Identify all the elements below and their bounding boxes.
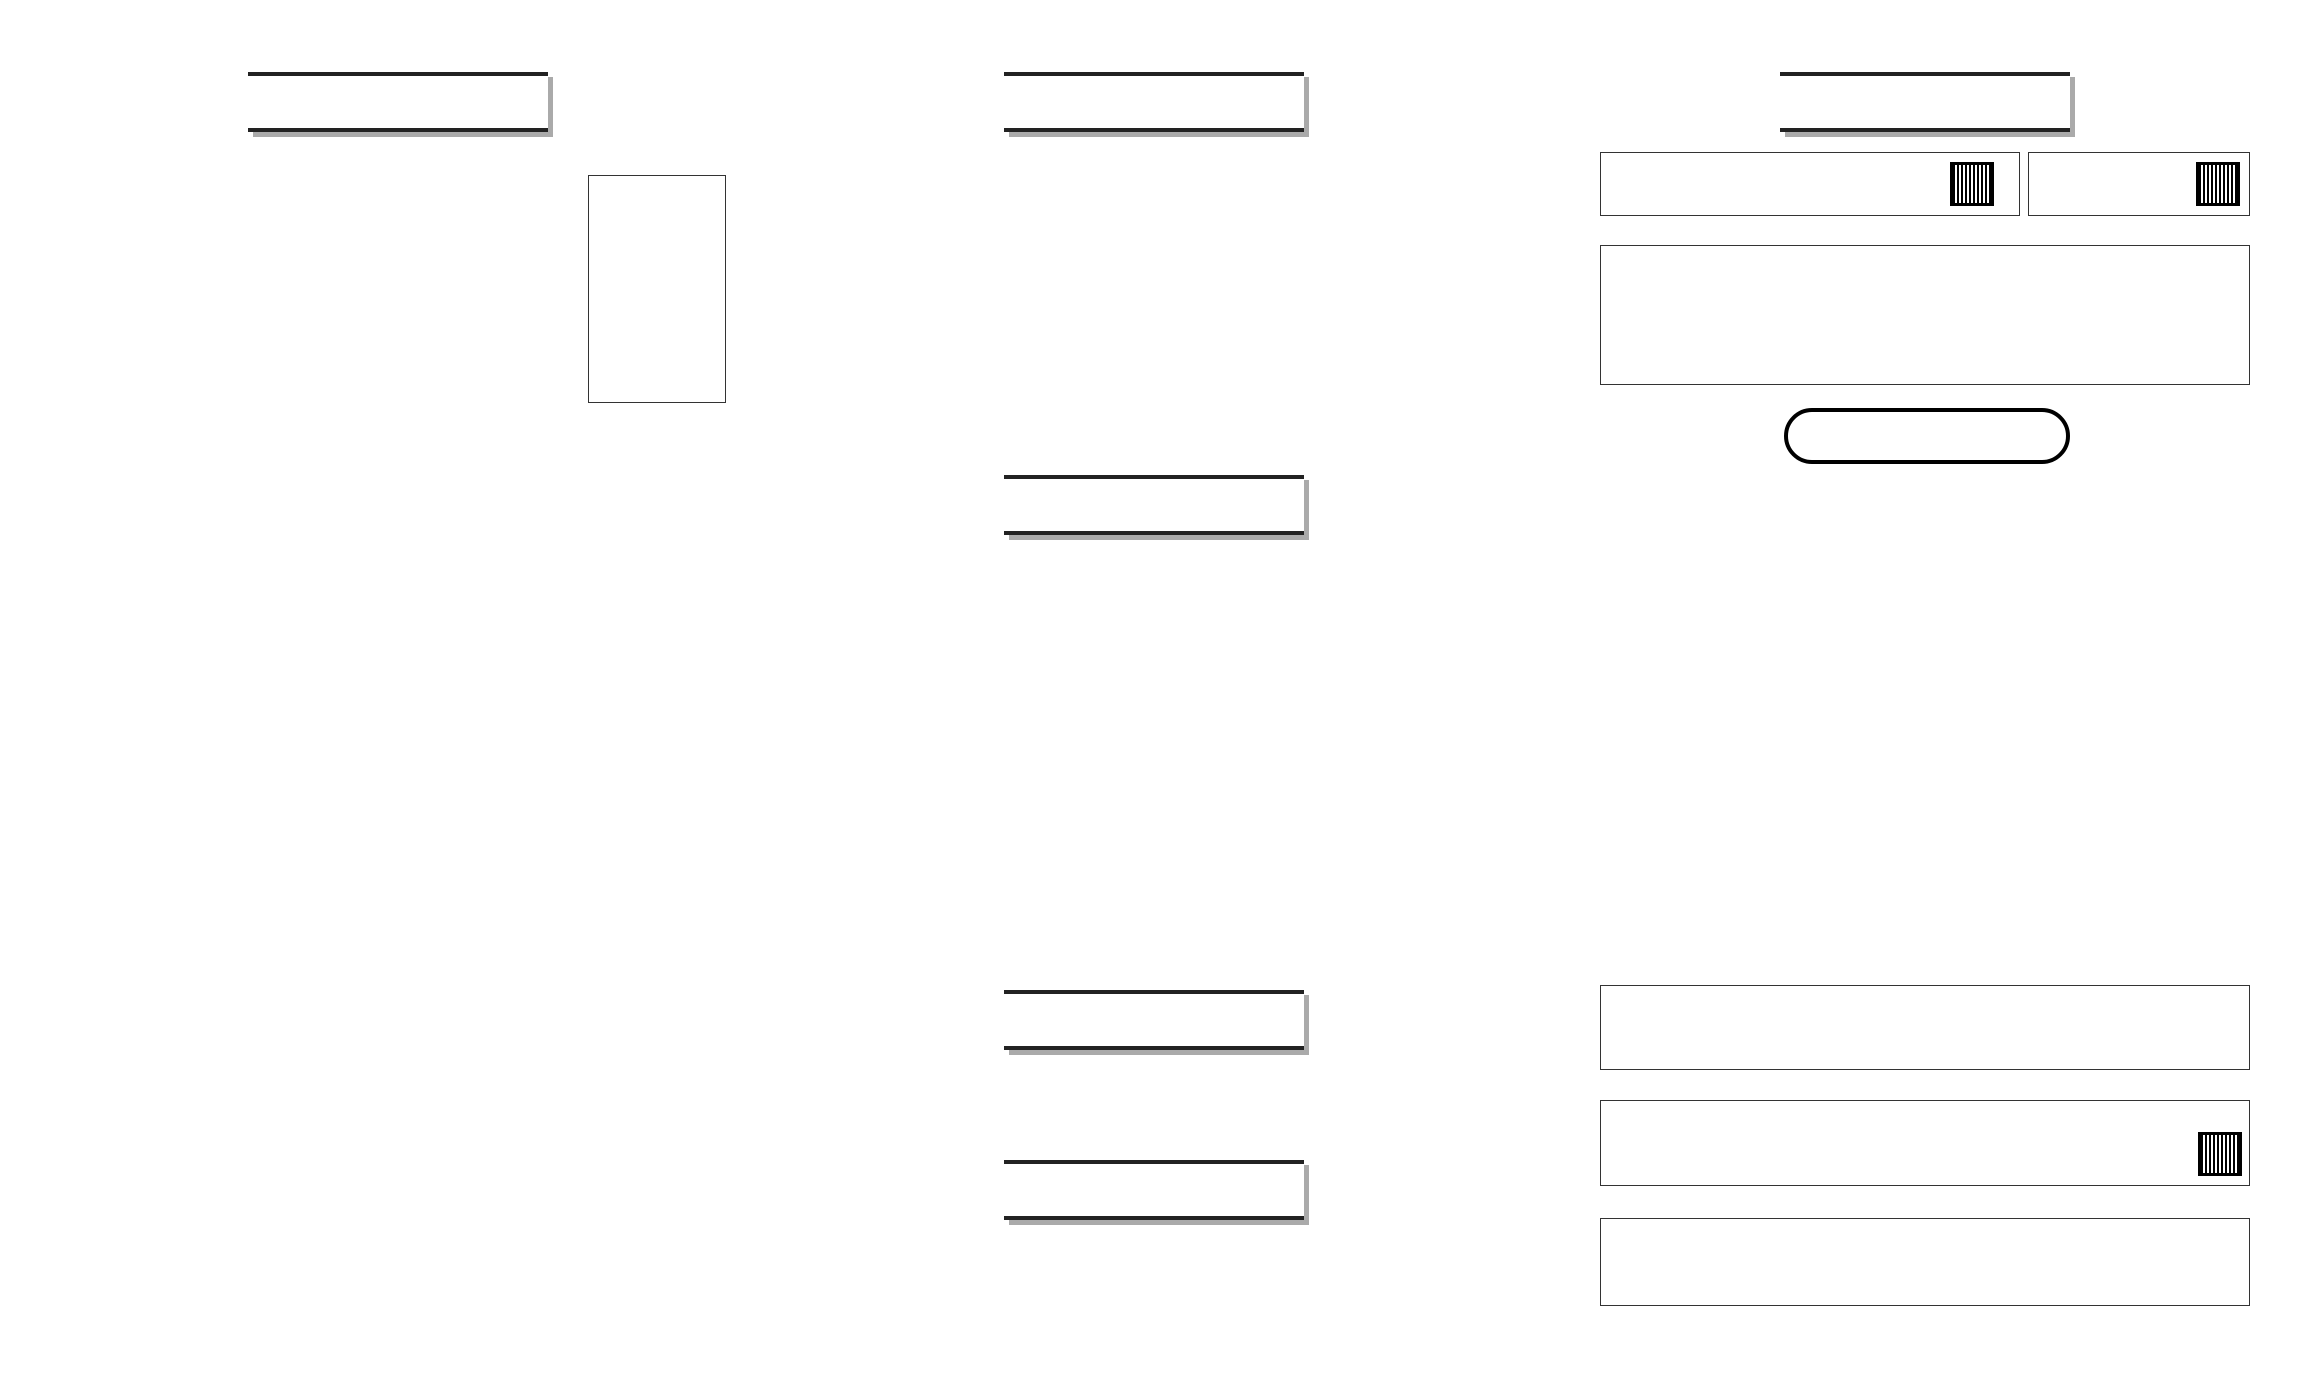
department-title: [1780, 72, 2070, 132]
fourth-service-box: [588, 175, 726, 403]
department-column: [1600, 0, 2250, 1376]
school-qr-code[interactable]: [1950, 162, 1994, 206]
new-family-title: [1004, 1160, 1304, 1220]
foreign-qr-code[interactable]: [2196, 162, 2240, 206]
sunday-worship-title: [248, 72, 548, 132]
bid-box: [1600, 1218, 2250, 1306]
praise-worship-title: [1004, 72, 1304, 132]
sunday-worship-column: [58, 0, 728, 1376]
smallgroup-qr-code[interactable]: [2198, 1132, 2242, 1176]
friday-dawn-title: [1004, 990, 1304, 1050]
evening-worship-column: [834, 0, 1484, 1376]
intl-box: [1600, 245, 2250, 385]
family-box: [1600, 985, 2250, 1070]
duty-pill-title: [1784, 408, 2070, 464]
wednesday-prayer-title: [1004, 475, 1304, 535]
smallgroup-box: [1600, 1100, 2250, 1186]
